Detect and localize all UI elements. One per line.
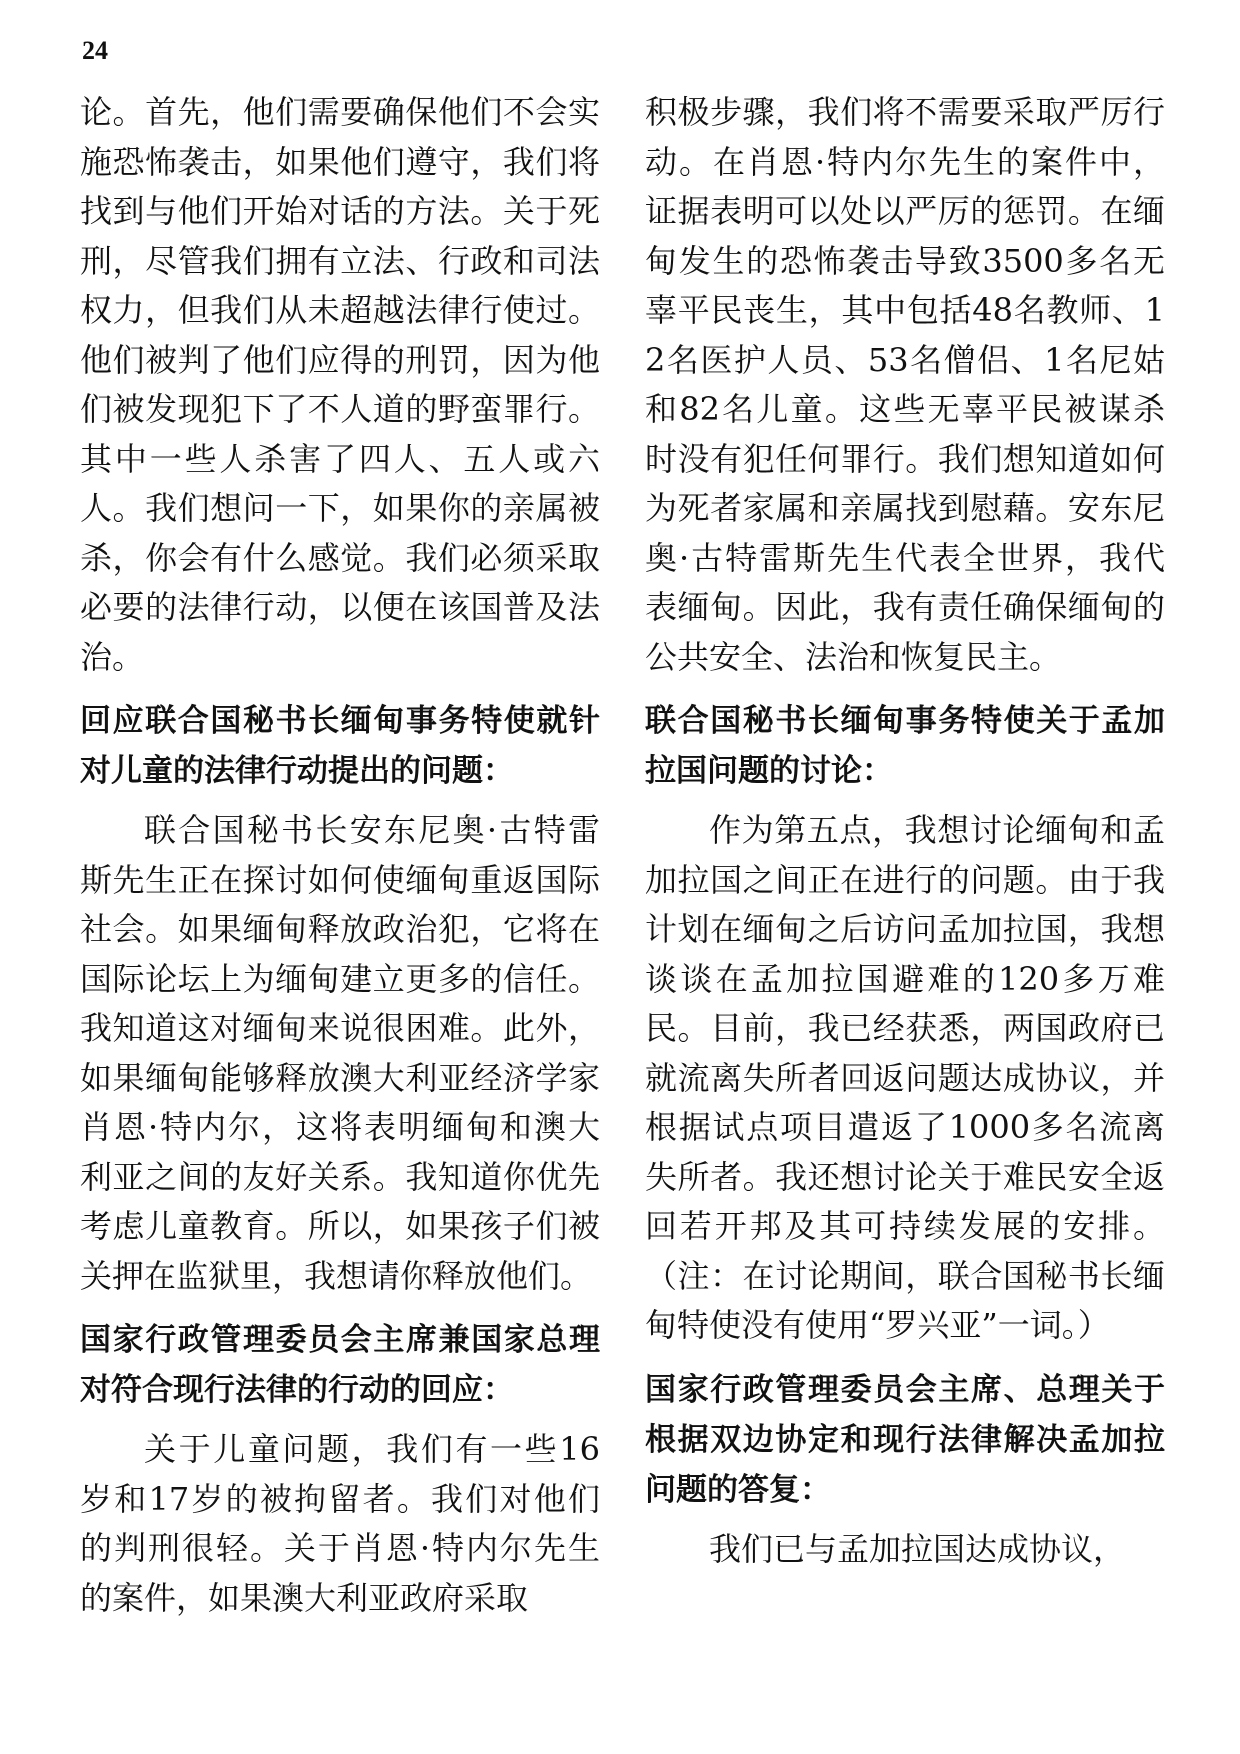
right-paragraph-2: 作为第五点，我想讨论缅甸和孟加拉国之间正在进行的问题。由于我计划在缅甸之后访问孟加拉国，我想谈谈在孟加拉国避难的120多万难民。目前，我已经获悉，两国政府已就流离失所者回返问题达成协议，并根据试点项目遣返了1000多名流离失所者。我还想讨论关于难民安全返回若开邦及其可持续发展的安排。（注：在讨论期间，联合国秘书长缅甸特使没有使用“罗兴亚”一词。） xyxy=(645,811,1165,1344)
page-number: 24 xyxy=(82,36,108,65)
left-heading-1: 回应联合国秘书长缅甸事务特使就针对儿童的法律行动提出的问题： xyxy=(80,703,600,789)
left-paragraph-2: 联合国秘书长安东尼奥·古特雷斯先生正在探讨如何使缅甸重返国际社会。如果缅甸释放政治犯，它将在国际论坛上为缅甸建立更多的信任。我知道这对缅甸来说很困难。此外，如果缅甸能够释放澳大利亚经济学家肖恩·特内尔，这将表明缅甸和澳大利亚之间的友好关系。我知道你优先考虑儿童教育。所以，如果孩子们被关押在监狱里，我想请你释放他们。 xyxy=(80,811,600,1295)
right-column xyxy=(645,88,1165,1574)
left-paragraph-3: 关于儿童问题，我们有一些16岁和17岁的被拘留者。我们对他们的判刑很轻。关于肖恩·特内尔先生的案件，如果澳大利亚政府采取 xyxy=(80,1430,600,1617)
left-column xyxy=(80,88,600,1623)
left-heading-2: 国家行政管理委员会主席兼国家总理对符合现行法律的行动的回应： xyxy=(80,1322,600,1408)
right-paragraph-3: 我们已与孟加拉国达成协议， xyxy=(709,1529,1126,1568)
right-paragraph-1: 积极步骤，我们将不需要采取严厉行动。在肖恩·特内尔先生的案件中，证据表明可以处以严厉的惩罚。在缅甸发生的恐怖袭击导致3500多名无辜平民丧生，其中包括48名教师、12名医护人员、53名僧侣、1名尼姑和82名儿童。这些无辜平民被谋杀时没有犯任何罪行。我们想知道如何为死者家属和亲属找到慰藉。安东尼奥·古特雷斯先生代表全世界，我代表缅甸。因此，我有责任确保缅甸的公共安全、法治和恢复民主。 xyxy=(645,93,1165,676)
right-heading-1: 联合国秘书长缅甸事务特使关于孟加拉国问题的讨论： xyxy=(645,703,1165,789)
left-paragraph-1: 论。首先，他们需要确保他们不会实施恐怖袭击，如果他们遵守，我们将找到与他们开始对话的方法。关于死刑，尽管我们拥有立法、行政和司法权力，但我们从未超越法律行使过。他们被判了他们应得的刑罚，因为他们被发现犯下了不人道的野蛮罪行。其中一些人杀害了四人、五人或六人。我们想问一下，如果你的亲属被杀，你会有什么感觉。我们必须采取必要的法律行动，以便在该国普及法治。 xyxy=(80,93,600,676)
right-heading-2: 国家行政管理委员会主席、总理关于根据双边协定和现行法律解决孟加拉问题的答复： xyxy=(645,1371,1165,1508)
